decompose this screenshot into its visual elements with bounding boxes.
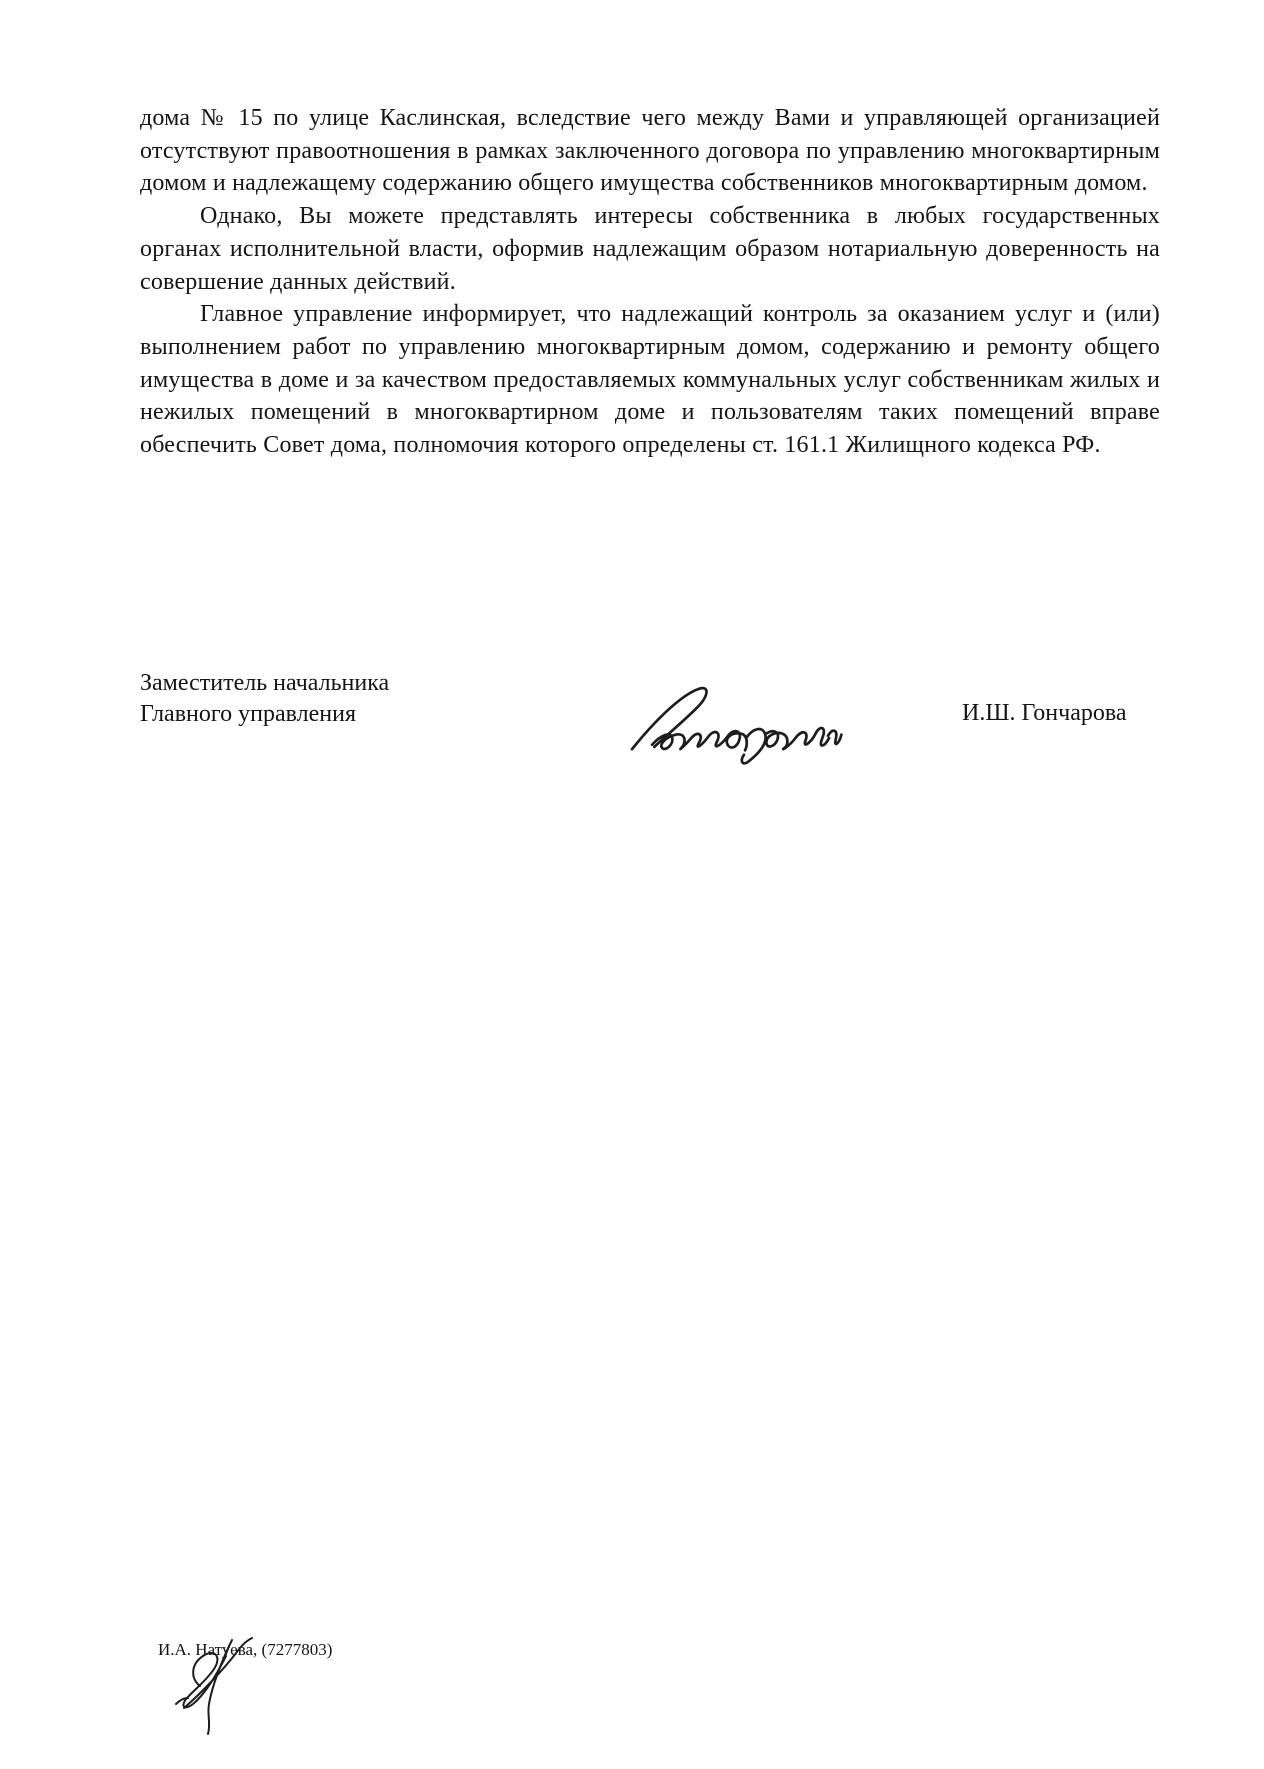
paragraph-council-info: Главное управление информирует, что надлежащий контроль за оказанием услуг и (или) выполнением работ по управлению многоквартирным домом, содержанию и ремонту общего имущества в доме и за качеством предоставляемых коммунальных услуг собственникам жилых и нежилых помещений в многоквартирном доме и пользователям таких помещений вправе обеспечить Совет дома, полномочия которого определены ст. 161.1 Жилищного кодекса РФ. <box>140 301 1160 459</box>
handwritten-initials-icon <box>170 1634 262 1738</box>
signatory-name: И.Ш. Гончарова <box>962 700 1127 726</box>
signatory-position-line1: Заместитель начальника <box>140 670 390 696</box>
paragraph-representation: Однако, Вы можете представлять интересы собственника в любых государственных органах исполнительной власти, оформив надлежащим образом нотариальную доверенность на совершение данных действий. <box>140 203 1160 295</box>
executor-contact: И.А. Натуева, (7277803) <box>158 1640 333 1659</box>
executor-footer <box>158 1636 578 1756</box>
paragraph-continuation: дома № 15 по улице Каслинская, вследствие чего между Вами и управляющей организацией отсутствуют правоотношения в рамках заключенного договора по управлению многоквартирным домом и надлежащему содержанию общего имущества собственников многоквартирным домом. <box>140 105 1160 197</box>
signatory-position-line2: Главного управления <box>140 701 356 727</box>
letter-body <box>140 102 1160 462</box>
signature-block <box>140 668 1160 778</box>
signatory-position <box>140 668 389 730</box>
handwritten-signature-icon <box>620 682 850 766</box>
